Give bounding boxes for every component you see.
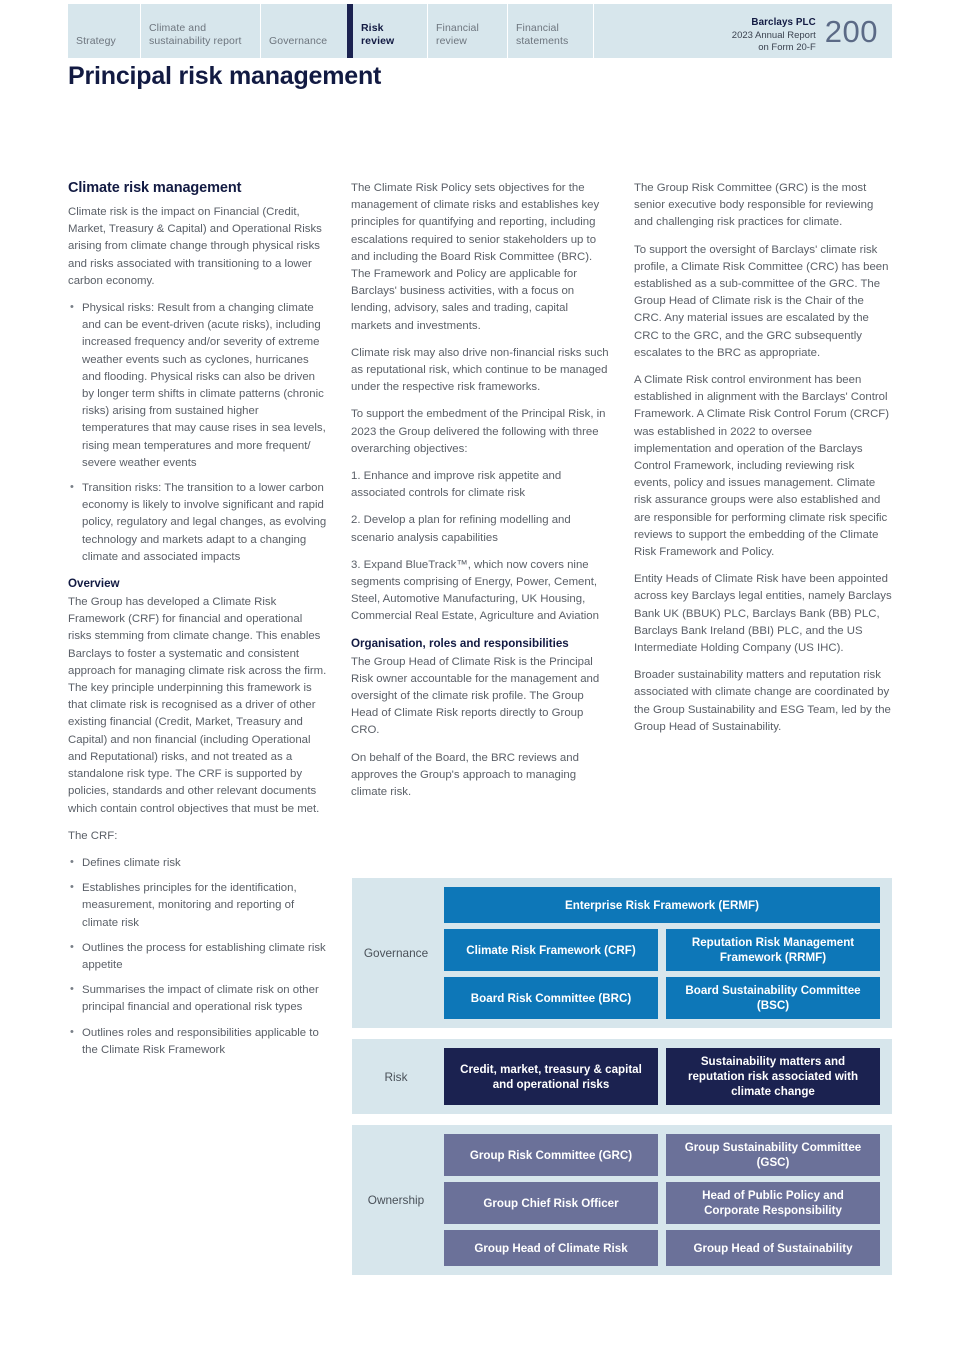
diagram-row	[444, 1230, 880, 1266]
brand-report-line-1: 2023 Annual Report	[731, 29, 816, 41]
band-rows-governance	[444, 887, 880, 1019]
objective-three: 3. Expand BlueTrack™, which now covers nine segments comprising of Energy, Power, Cement, Steel, Automotive Manufacturing, UK Housing, Commercial Real Estate, Agriculture and Aviation	[351, 558, 599, 623]
control-environment-paragraph: A Climate Risk control environment has been established in alignment with the Barclays' Control Framework. A Climate Risk Control Forum (CRCF) was established in 2022 to oversee implementation and operation of the Barclays Control Framework, including reviewing risk events, policy and issues management. Climate risk assurance groups were also established and are responsible for performing climate risk specific reviews to support the embedding of the Climate Risk Framework and Policy.	[634, 374, 890, 559]
nav-tab-label: Financial review	[436, 22, 479, 47]
nav-spacer	[593, 4, 732, 58]
diagram-box-grc: Group Risk Committee (GRC)	[444, 1134, 658, 1176]
list-item: • Defines climate risk	[68, 855, 327, 872]
organisation-paragraph-one: The Group Head of Climate Risk is the Principal Risk owner accountable for the management and oversight of the climate risk profile. The Group Head of Climate Risk reports directly to Group CRO.	[351, 655, 600, 737]
non-financial-risks-paragraph: Climate risk may also drive non-financial risks such as reputational risk, which continue to be managed under the respective risk frameworks.	[351, 346, 609, 394]
nav-tab-financial-statements[interactable]	[507, 4, 593, 58]
brand-report-line-2: on Form 20-F	[758, 42, 816, 53]
diagram-box-brc: Board Risk Committee (BRC)	[444, 977, 658, 1019]
diagram-box-sustainability-matters: Sustainability matters and reputation risk associated with climate change	[666, 1048, 880, 1105]
list-item: • Outlines the process for establishing climate risk appetite	[68, 940, 327, 974]
page-title: Principal risk management	[68, 62, 382, 90]
overview-heading: Overview	[68, 577, 120, 591]
diagram-row	[444, 1048, 880, 1105]
climate-risk-management-heading: Climate risk management	[68, 180, 242, 196]
band-rows-ownership	[444, 1134, 880, 1266]
brand-name: Barclays PLC	[751, 17, 816, 28]
objective-two: 2. Develop a plan for refining modelling and scenario analysis capabilities	[351, 514, 571, 544]
band-rows-risk	[444, 1048, 880, 1105]
nav-tab-label: Strategy	[76, 35, 116, 47]
nav-tab-climate-and-sustainability-report[interactable]	[140, 4, 260, 58]
diagram-band-ownership	[352, 1125, 892, 1275]
climate-risk-policy-paragraph: The Climate Risk Policy sets objectives for the management of climate risks and establishes key principles for quantifying and reporting, including escalations required to senior stakeholders up to and including the Board Risk Committee (BRC). The Framework and Policy are applicable for Barclays' business activities, with a focus on lending, advisory, sales and trading, capital markets and investments.	[351, 182, 600, 332]
diagram-row	[444, 1134, 880, 1176]
list-item: • Establishes principles for the identification, measurement, monitoring and reporting of climate risk	[68, 880, 327, 932]
nav-tab-risk-review[interactable]	[347, 4, 427, 58]
climate-risk-governance-diagram	[352, 878, 892, 1275]
objective-one: 1. Enhance and improve risk appetite and associated controls for climate risk	[351, 470, 562, 500]
overview-paragraph: The Group has developed a Climate Risk Framework (CRF) for financial and operational risks stemming from climate change. This enables Barclays to foster a systematic and consistent approach for managing climate risk across the firm. The key principle underpinning this framework is that climate risk is recognised as a driver of other existing financial (Credit, Market, Treasury and Capital) and non financial (including Operational and Reputational) risks, and not treated as a standalone risk type. The CRF is supported by policies, standards and other relevant documents which contain control objectives that must be met.	[68, 596, 327, 815]
nav-tab-label: Governance	[269, 35, 328, 47]
band-label-governance: Governance	[363, 946, 429, 960]
diagram-box-bsc: Board Sustainability Committee (BSC)	[666, 977, 880, 1019]
document-header-nav	[68, 4, 892, 58]
list-item: • Outlines roles and responsibilities applicable to the Climate Risk Framework	[68, 1025, 327, 1059]
diagram-row	[444, 929, 880, 971]
climate-risk-intro-paragraph: Climate risk is the impact on Financial (Credit, Market, Treasury & Capital) and Operational Risks arising from climate change through physical risks and risks associated with transitioning to a lower carbon economy.	[68, 206, 322, 287]
list-item: • Summarises the impact of climate risk on other principal financial and operational risk types	[68, 982, 327, 1016]
organisation-roles-heading: Organisation, roles and responsibilities	[351, 636, 569, 650]
diagram-band-risk	[352, 1039, 892, 1114]
band-label-ownership: Ownership	[367, 1193, 425, 1207]
nav-tab-label: Climate and sustainability report	[149, 22, 242, 47]
nav-tab-financial-review[interactable]	[427, 4, 507, 58]
group-risk-committee-paragraph: The Group Risk Committee (GRC) is the most senior executive body responsible for reviewing and challenging risk practices for climate.	[634, 182, 874, 229]
climate-risk-type-bullets	[68, 300, 327, 566]
diagram-band-governance	[352, 878, 892, 1028]
diagram-row	[444, 887, 880, 923]
broader-sustainability-paragraph: Broader sustainability matters and reputation risk associated with climate change are coordinated by the Group Sustainability and ESG Team, led by the Group Head of Sustainability.	[634, 669, 891, 733]
diagram-box-head-public-policy: Head of Public Policy and Corporate Responsibility	[666, 1182, 880, 1224]
nav-tab-governance[interactable]	[260, 4, 347, 58]
nav-tab-label: Financial statements	[516, 22, 569, 47]
list-item: • Physical risks: Result from a changing climate and can be event-driven (acute risks), including increased frequency and/or severity of extreme weather events such as cyclones, hurricanes and flooding. Physical risks can also be driven by longer term shifts in climate patterns (chronic risks) arising from sustained higher temperatures that may cause rises in sea levels, rising mean temperatures and more frequent/ severe weather events	[68, 300, 327, 472]
diagram-box-group-head-sustainability: Group Head of Sustainability	[666, 1230, 880, 1266]
page-number: 200	[824, 14, 878, 49]
report-brand-block	[732, 4, 892, 58]
diagram-box-crf: Climate Risk Framework (CRF)	[444, 929, 658, 971]
diagram-row	[444, 977, 880, 1019]
crf-lead-in: The CRF:	[68, 829, 118, 842]
nav-tab-label: Risk review	[361, 22, 395, 47]
diagram-box-ermf: Enterprise Risk Framework (ERMF)	[444, 887, 880, 923]
diagram-box-credit-market-treasury: Credit, market, treasury & capital and operational risks	[444, 1048, 658, 1105]
crf-bullets	[68, 855, 327, 1059]
diagram-box-gsc: Group Sustainability Committee (GSC)	[666, 1134, 880, 1176]
climate-risk-committee-paragraph: To support the oversight of Barclays' climate risk profile, a Climate Risk Committee (CRC) has been established as a sub-committee of the GRC. The Group Head of Climate risk is the Chair of the CRC. Any material issues are escalated by the CRC to the GRC, and the GRC subsequently escalates to the BRC as appropriate.	[634, 243, 889, 359]
list-item: • Transition risks: The transition to a lower carbon economy is likely to involve significant and rapid policy, regulatory and legal changes, as evolving technology and markets adapt to a changing climate and associated impacts	[68, 480, 327, 566]
band-label-risk: Risk	[384, 1069, 408, 1084]
diagram-box-group-head-climate-risk: Group Head of Climate Risk	[444, 1230, 658, 1266]
diagram-box-group-chief-risk-officer: Group Chief Risk Officer	[444, 1182, 658, 1224]
nav-tab-strategy[interactable]	[68, 4, 140, 58]
diagram-box-rrmf: Reputation Risk Management Framework (RRMF)	[666, 929, 880, 971]
column-one	[68, 180, 327, 1069]
embedment-paragraph: To support the embedment of the Principal Risk, in 2023 the Group delivered the following with three overarching objectives:	[351, 408, 606, 455]
entity-heads-paragraph: Entity Heads of Climate Risk have been appointed across key Barclays legal entities, namely Barclays Bank UK (BBUK) PLC, Barclays Bank (BB) PLC, Barclays Bank Ireland (BBI) PLC, and the US Intermediate Holding Company (US IHC).	[634, 573, 892, 655]
diagram-row	[444, 1182, 880, 1224]
organisation-paragraph-two: On behalf of the Board, the BRC reviews and approves the Group's approach to managing climate risk.	[351, 751, 579, 799]
report-brand-lines	[732, 16, 816, 55]
